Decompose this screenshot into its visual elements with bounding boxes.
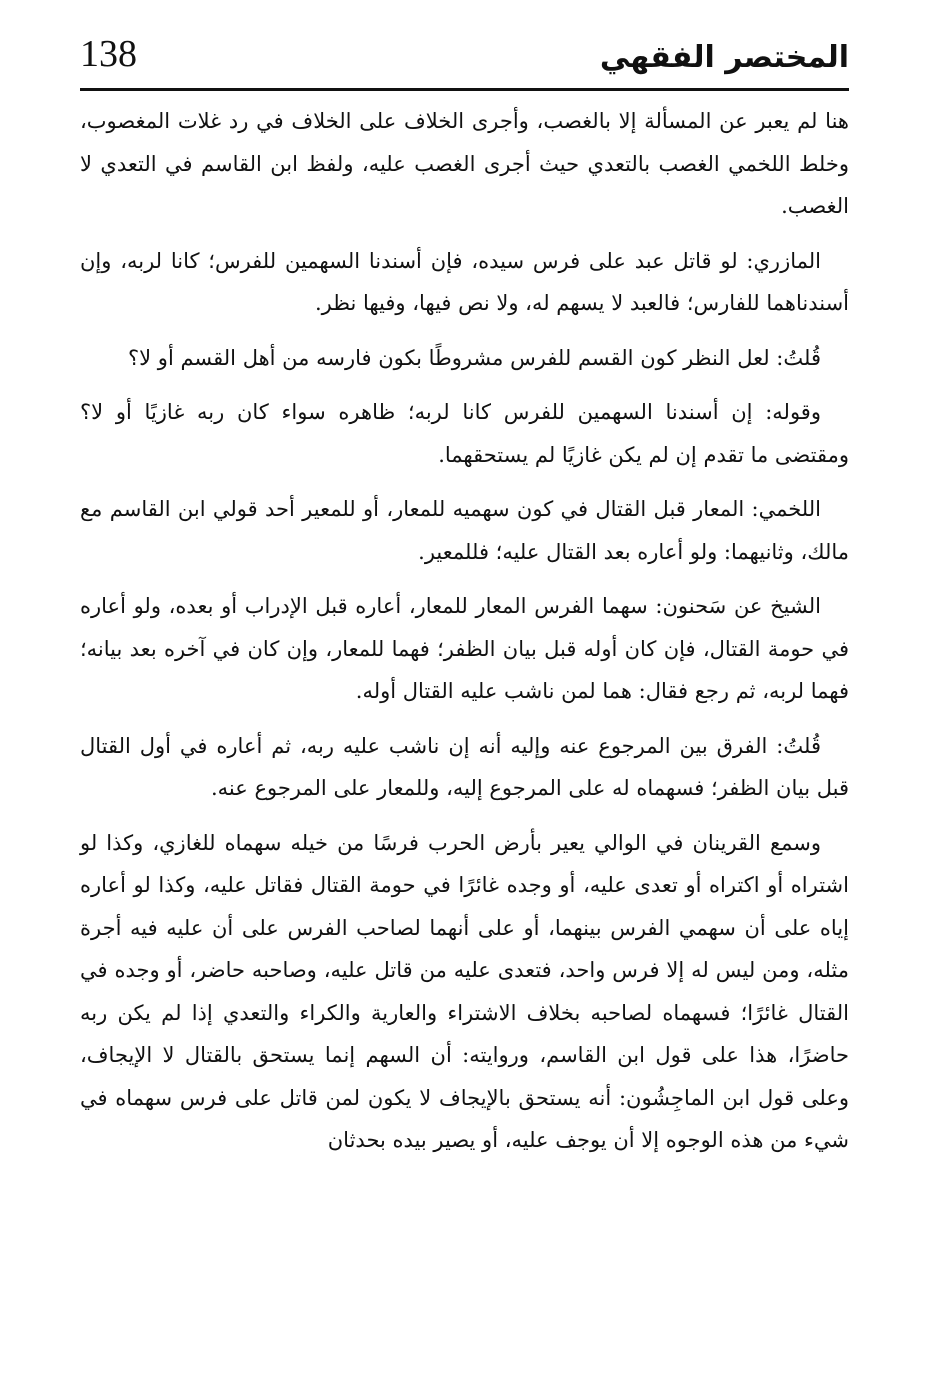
running-title: المختصر الفقهي xyxy=(599,40,849,75)
page-body xyxy=(80,100,849,1174)
paragraph: قُلتُ: لعل النظر كون القسم للفرس مشروطًا بكون فارسه من أهل القسم أو لا؟ xyxy=(128,345,821,370)
paragraph: المازري: لو قاتل عبد على فرس سيده، فإن أسندنا السهمين للفرس؛ كانا لربه، وإن أسندناهما للفارس؛ فالعبد لا يسهم له، ولا نص فيها، وفيها نظر. xyxy=(80,248,849,315)
paragraph: اللخمي: المعار قبل القتال في كون سهميه للمعار، أو للمعير أحد قولي ابن القاسم مع مالك، وثانيهما: ولو أعاره بعد القتال عليه؛ فللمعير. xyxy=(80,497,849,564)
paragraph: الشيخ عن سَحنون: سهما الفرس المعار للمعار، أعاره قبل الإدراب أو بعده، ولو أعاره في حومة القتال، فإن كان أوله قبل بيان الظفر؛ فهما للمعار، وإن كان في آخره بعد بيانه؛ فهما لربه، ثم رجع فقال: هما لمن ناشب عليه القتال أوله. xyxy=(80,594,849,703)
page-header xyxy=(80,30,849,92)
paragraph: وقوله: إن أسندنا السهمين للفرس كانا لربه؛ ظاهره سواء كان ربه غازيًا أو لا؟ ومقتضى ما تقدم إن لم يكن غازيًا لم يستحقهما. xyxy=(80,400,849,467)
header-rule xyxy=(80,88,849,91)
paragraph: وسمع القرينان في الوالي يعير بأرض الحرب فرسًا من خيله سهماه للغازي، وكذا لو اشتراه أو اكتراه أو تعدى عليه، أو وجده غائرًا في حومة القتال فقاتل عليه، وكذا لو أعاره إياه على أن سهمي الفرس بينهما، أو على أنهما لصاحب الفرس على أن عليه فيه أجرة مثله، ومن ليس له إلا فرس واحد، فتعدى عليه من قاتل عليه، وصاحبه حاضر، أو وجده في القتال غائرًا؛ فسهماه لصاحبه بخلاف الاشتراء والعارية والكراء والتعدي إذا لم يكن ربه حاضرًا، هذا على قول ابن القاسم، وروايته: أن السهم إنما يستحق بالقتال لا الإيجاف، وعلى قول ابن الماجِشُون: أنه يستحق بالإيجاف لا يكون لمن قاتل على فرس سهماه في شيء من هذه الوجوه إلا أن يوجف عليه، أو يصير بيده بحدثان xyxy=(80,830,849,1152)
page-number: 138 xyxy=(80,33,137,75)
paragraph: قُلتُ: الفرق بين المرجوع عنه وإليه أنه إن ناشب عليه ربه، ثم أعاره في أول القتال قبل بيان الظفر؛ فسهماه له على المرجوع إليه، وللمعار على المرجوع عنه. xyxy=(80,733,849,800)
paragraph: هنا لم يعبر عن المسألة إلا بالغصب، وأجرى الخلاف على الخلاف في رد غلات المغصوب، وخلط اللخمي الغصب بالتعدي حيث أجرى الغصب عليه، ولفظ ابن القاسم في التعدي لا الغصب. xyxy=(80,109,849,218)
